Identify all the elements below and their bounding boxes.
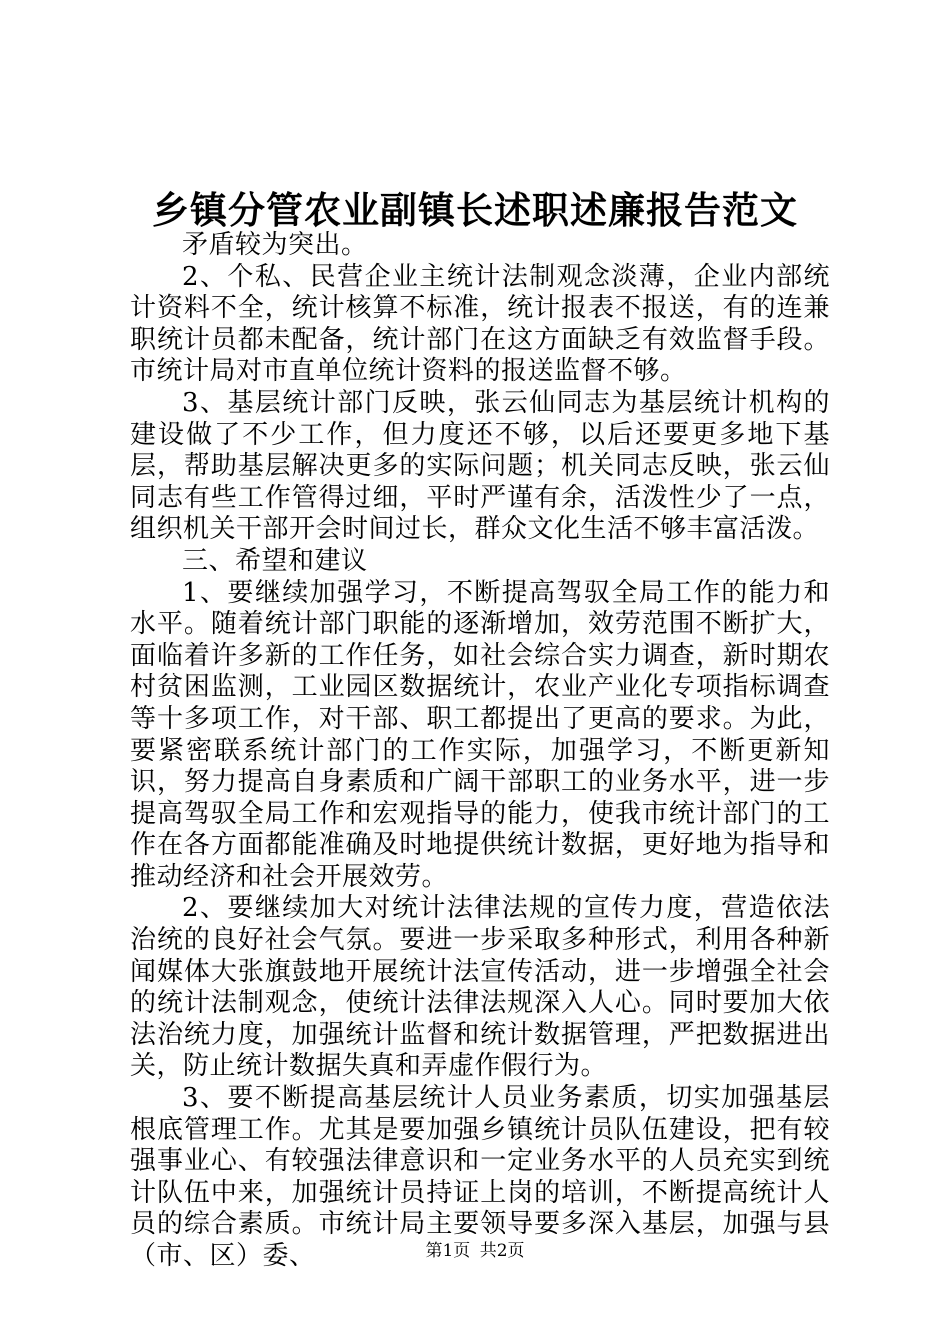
paragraph: 3、基层统计部门反映，张云仙同志为基层统计机构的建设做了不少工作，但力度还不够，以后还要更多地下基层，帮助基层解决更多的实际问题；机关同志反映，张云仙同志有些工作管得过细，平时严谨有余，活泼性少了一点，组织机关干部开会时间过长，群众文化生活不够丰富活泼。 [130, 387, 830, 545]
page-footer [0, 1240, 950, 1262]
paragraph: 2、要继续加大对统计法律法规的宣传力度，营造依法治统的良好社会气氛。要进一步采取多种形式，利用各种新闻媒体大张旗鼓地开展统计法宣传活动，进一步增强全社会的统计法制观念，使统计法律法规深入人心。同时要加大依法治统力度，加强统计监督和统计数据管理，严把数据进出关，防止统计数据失真和弄虚作假行为。 [130, 893, 830, 1082]
paragraph: 2、个私、民营企业主统计法制观念淡薄，企业内部统计资料不全，统计核算不标准，统计报表不报送，有的连兼职统计员都未配备，统计部门在这方面缺乏有效监督手段。市统计局对市直单位统计资料的报送监督不够。 [130, 261, 830, 387]
page-number: 第1页 [425, 1241, 471, 1261]
section-heading: 三、希望和建议 [182, 545, 368, 576]
page-total: 共2页 [479, 1241, 525, 1261]
paragraph: 矛盾较为突出。 [182, 230, 368, 260]
paragraph: 3、要不断提高基层统计人员业务素质，切实加强基层根底管理工作。尤其是要加强乡镇统计员队伍建设，把有较强事业心、有较强法律意识和一定业务水平的人员充实到统计队伍中来，加强统计员持证上岗的培训，不断提高统计人员的综合素质。市统计局主要领导要多深入基层，加强与县（市、区）委、 [130, 1083, 830, 1271]
document-title: 乡镇分管农业副镇长述职述廉报告范文 [152, 188, 798, 232]
paragraph: 1、要继续加强学习，不断提高驾驭全局工作的能力和水平。随着统计部门职能的逐渐增加，效劳范围不断扩大，面临着许多新的工作任务，如社会综合实力调查，新时期农村贫困监测，工业园区数据统计，农业产业化专项指标调查等十多项工作，对干部、职工都提出了更高的要求。为此，要紧密联系统计部门的工作实际，加强学习，不断更新知识，努力提高自身素质和广阔干部职工的业务水平，进一步提高驾驭全局工作和宏观指导的能力，使我市统计部门的工作在各方面都能准确及时地提供统计数据，更好地为指导和推动经济和社会开展效劳。 [130, 577, 830, 892]
document-body [130, 230, 830, 1273]
